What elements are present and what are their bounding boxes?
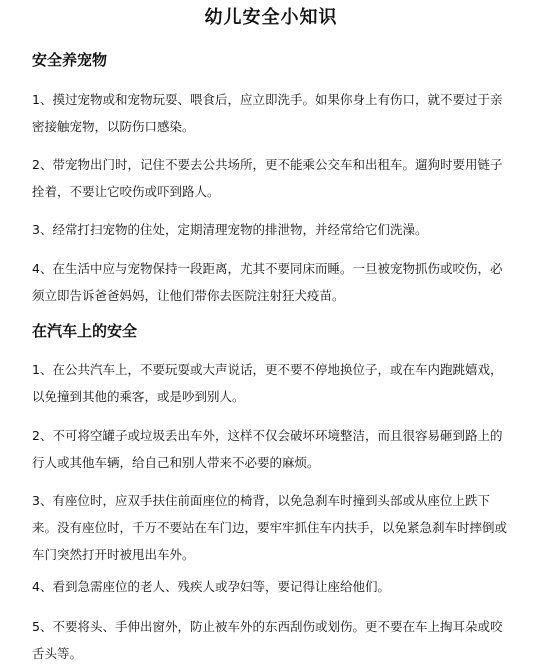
document-title: 幼儿安全小知识 bbox=[204, 7, 338, 28]
pets-item-3: 3、经常打扫宠物的住处，定期清理宠物的排泄物，并经常给它们洗澡。 bbox=[32, 222, 428, 237]
section-heading-pets: 安全养宠物 bbox=[32, 51, 108, 69]
section-heading-car: 在汽车上的安全 bbox=[32, 322, 138, 340]
car-item-2: 2、不可将空罐子或垃圾丢出车外，这样不仅会破坏环境整洁，而且很容易砸到路上的行人或其他车辆，给自己和别人带来不必要的麻烦。 bbox=[32, 428, 503, 470]
pets-item-4: 4、在生活中应与宠物保持一段距离，尤其不要同床而睡。一旦被宠物抓伤或咬伤，必须立即告诉爸爸妈妈，让他们带你去医院注射狂犬疫苗。 bbox=[32, 261, 503, 303]
car-item-3: 3、有座位时，应双手扶住前面座位的椅背，以免急刹车时撞到头部或从座位上跌下来。没有座位时，千万不要站在车门边，要牢牢抓住车内扶手，以免紧急刹车时摔倒或车门突然打开时被甩出车外。 bbox=[32, 493, 508, 562]
car-item-1: 1、在公共汽车上，不要玩耍或大声说话，更不要不停地换位子，或在车内跑跳嬉戏，以免撞到其他的乘客，或是吵到别人。 bbox=[32, 362, 503, 404]
pets-item-2: 2、带宠物出门时，记住不要去公共场所，更不能乘公交车和出租车。遛狗时要用链子拴着，不要让它咬伤或吓到路人。 bbox=[32, 157, 503, 199]
car-item-5: 5、不要将头、手伸出窗外，防止被车外的东西刮伤或划伤。更不要在车上掏耳朵或咬舌头等。 bbox=[32, 619, 503, 661]
pets-item-1: 1、摸过宠物或和宠物玩耍、喂食后，应立即洗手。如果你身上有伤口，就不要过于亲密接触宠物，以防伤口感染。 bbox=[32, 92, 503, 134]
car-item-4: 4、看到急需座位的老人、残疾人或孕妇等，要记得让座给他们。 bbox=[32, 579, 390, 594]
